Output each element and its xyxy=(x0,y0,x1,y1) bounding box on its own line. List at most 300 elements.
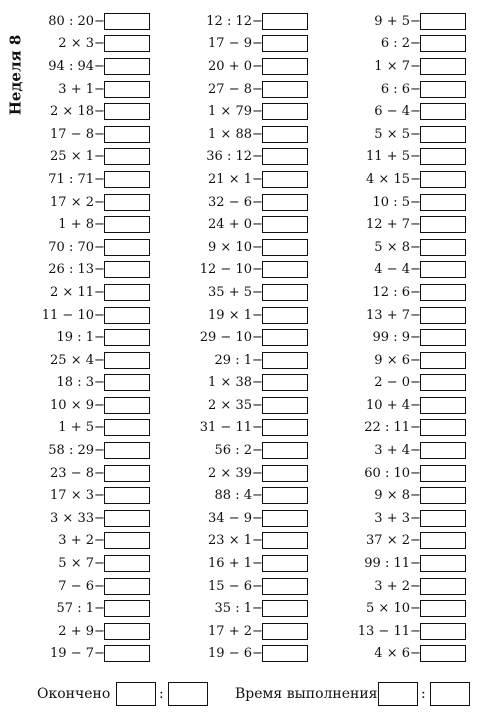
answer-box[interactable] xyxy=(104,374,150,391)
answer-box[interactable] xyxy=(104,600,150,617)
problem-row xyxy=(28,168,150,191)
answer-box[interactable] xyxy=(262,600,308,617)
answer-box[interactable] xyxy=(262,58,308,75)
problem-expression: 10 : 5 xyxy=(372,194,410,210)
problem-row xyxy=(186,530,308,553)
answer-box[interactable] xyxy=(104,126,150,143)
problem-row xyxy=(186,372,308,395)
problem-row xyxy=(28,462,150,485)
answer-box[interactable] xyxy=(420,510,466,527)
problem-dash: − xyxy=(94,262,105,278)
problem-row xyxy=(344,33,466,56)
problem-row xyxy=(186,259,308,282)
problem-row xyxy=(28,552,150,575)
answer-box[interactable] xyxy=(262,645,308,662)
problem-expression: 2 × 11 xyxy=(50,284,94,300)
problem-dash: − xyxy=(94,601,105,617)
answer-box[interactable] xyxy=(104,239,150,256)
problem-dash: − xyxy=(410,262,421,278)
problem-row xyxy=(28,33,150,56)
answer-box[interactable] xyxy=(262,216,308,233)
problem-row xyxy=(28,484,150,507)
answer-box[interactable] xyxy=(262,352,308,369)
problem-dash: − xyxy=(252,623,263,639)
answer-box[interactable] xyxy=(420,239,466,256)
problem-dash: − xyxy=(94,420,105,436)
problem-expression: 13 − 11 xyxy=(357,623,410,639)
problem-row xyxy=(28,575,150,598)
problem-expression: 16 + 1 xyxy=(208,556,252,572)
problem-dash: − xyxy=(410,443,421,459)
problem-expression: 4 × 15 xyxy=(366,171,410,187)
finished-hours-box[interactable] xyxy=(116,682,156,706)
problem-dash: − xyxy=(94,81,105,97)
problem-dash: − xyxy=(410,36,421,52)
problem-row xyxy=(344,372,466,395)
problem-expression: 17 × 2 xyxy=(50,194,94,210)
problem-row xyxy=(186,281,308,304)
answer-box[interactable] xyxy=(262,510,308,527)
problem-dash: − xyxy=(94,307,105,323)
problem-dash: − xyxy=(94,36,105,52)
answer-box[interactable] xyxy=(420,307,466,324)
answer-box[interactable] xyxy=(420,284,466,301)
answer-box[interactable] xyxy=(104,465,150,482)
problem-expression: 3 + 3 xyxy=(374,510,410,526)
problem-expression: 4 × 6 xyxy=(374,646,410,662)
problem-row xyxy=(186,100,308,123)
answer-box[interactable] xyxy=(262,329,308,346)
time-colon: : xyxy=(421,686,426,702)
answer-box[interactable] xyxy=(420,126,466,143)
problem-column-1 xyxy=(28,10,150,665)
problem-dash: − xyxy=(410,646,421,662)
problem-dash: − xyxy=(410,58,421,74)
problem-expression: 80 : 20 xyxy=(48,13,94,29)
problem-dash: − xyxy=(94,104,105,120)
answer-box[interactable] xyxy=(104,35,150,52)
problem-row xyxy=(344,462,466,485)
problem-expression: 35 + 5 xyxy=(208,284,252,300)
answer-box[interactable] xyxy=(104,555,150,572)
problem-dash: − xyxy=(410,13,421,29)
problem-expression: 57 : 1 xyxy=(56,601,94,617)
problem-row xyxy=(28,620,150,643)
problem-dash: − xyxy=(94,443,105,459)
answer-box[interactable] xyxy=(262,307,308,324)
problem-expression: 11 + 5 xyxy=(366,149,410,165)
problem-row xyxy=(28,372,150,395)
answer-box[interactable] xyxy=(262,397,308,414)
answer-box[interactable] xyxy=(104,216,150,233)
answer-box[interactable] xyxy=(104,532,150,549)
problem-row xyxy=(186,394,308,417)
problem-row xyxy=(186,236,308,259)
problem-dash: − xyxy=(252,58,263,74)
problem-expression: 56 : 2 xyxy=(214,443,252,459)
problem-row xyxy=(186,620,308,643)
problem-row xyxy=(186,213,308,236)
problem-expression: 71 : 71 xyxy=(48,171,94,187)
answer-box[interactable] xyxy=(104,261,150,278)
problem-expression: 22 : 11 xyxy=(364,420,410,436)
answer-box[interactable] xyxy=(104,510,150,527)
problem-row xyxy=(186,191,308,214)
answer-box[interactable] xyxy=(262,148,308,165)
problem-row xyxy=(186,439,308,462)
problem-column-3 xyxy=(344,10,466,665)
problem-dash: − xyxy=(94,646,105,662)
answer-box[interactable] xyxy=(420,13,466,30)
problem-row xyxy=(186,484,308,507)
problem-dash: − xyxy=(410,533,421,549)
problem-row xyxy=(344,236,466,259)
problem-row xyxy=(28,530,150,553)
answer-box[interactable] xyxy=(262,374,308,391)
problem-dash: − xyxy=(94,556,105,572)
problem-expression: 5 × 7 xyxy=(58,556,94,572)
problem-dash: − xyxy=(410,81,421,97)
answer-box[interactable] xyxy=(420,442,466,459)
answer-box[interactable] xyxy=(420,103,466,120)
answer-box[interactable] xyxy=(262,555,308,572)
problem-dash: − xyxy=(410,420,421,436)
answer-box[interactable] xyxy=(420,645,466,662)
problem-expression: 21 × 1 xyxy=(208,171,252,187)
problem-expression: 25 × 4 xyxy=(50,352,94,368)
answer-box[interactable] xyxy=(420,171,466,188)
problem-expression: 34 − 9 xyxy=(208,510,252,526)
problem-row xyxy=(186,349,308,372)
answer-box[interactable] xyxy=(262,81,308,98)
answer-box[interactable] xyxy=(104,487,150,504)
answer-box[interactable] xyxy=(104,578,150,595)
problem-dash: − xyxy=(410,149,421,165)
problem-row xyxy=(28,191,150,214)
problem-dash: − xyxy=(252,239,263,255)
answer-box[interactable] xyxy=(104,307,150,324)
problem-expression: 12 + 7 xyxy=(366,217,410,233)
problem-expression: 99 : 11 xyxy=(364,556,410,572)
answer-box[interactable] xyxy=(262,578,308,595)
problem-row xyxy=(28,146,150,169)
problem-dash: − xyxy=(410,510,421,526)
answer-box[interactable] xyxy=(420,487,466,504)
problem-row xyxy=(28,326,150,349)
problem-row xyxy=(344,281,466,304)
problem-expression: 19 − 6 xyxy=(208,646,252,662)
problem-dash: − xyxy=(252,171,263,187)
problem-dash: − xyxy=(94,239,105,255)
answer-box[interactable] xyxy=(262,35,308,52)
problem-expression: 7 − 6 xyxy=(58,578,94,594)
answer-box[interactable] xyxy=(262,465,308,482)
problem-row xyxy=(186,417,308,440)
problem-dash: − xyxy=(94,194,105,210)
problem-row xyxy=(186,304,308,327)
problem-dash: − xyxy=(252,488,263,504)
answer-box[interactable] xyxy=(104,148,150,165)
problem-row xyxy=(344,55,466,78)
problem-row xyxy=(344,417,466,440)
problem-expression: 12 − 10 xyxy=(199,262,252,278)
answer-box[interactable] xyxy=(104,103,150,120)
answer-box[interactable] xyxy=(262,13,308,30)
problem-expression: 20 + 0 xyxy=(208,58,252,74)
problem-expression: 6 : 6 xyxy=(380,81,410,97)
answer-box[interactable] xyxy=(262,487,308,504)
problem-row xyxy=(344,123,466,146)
problem-expression: 2 × 3 xyxy=(58,36,94,52)
answer-box[interactable] xyxy=(262,284,308,301)
problem-dash: − xyxy=(410,465,421,481)
problem-row xyxy=(344,394,466,417)
problem-dash: − xyxy=(94,126,105,142)
problem-expression: 17 + 2 xyxy=(208,623,252,639)
problem-dash: − xyxy=(410,217,421,233)
problem-dash: − xyxy=(252,510,263,526)
problem-expression: 9 + 5 xyxy=(374,13,410,29)
problem-expression: 5 × 8 xyxy=(374,239,410,255)
answer-box[interactable] xyxy=(420,58,466,75)
problem-expression: 17 − 8 xyxy=(50,126,94,142)
problem-row xyxy=(28,417,150,440)
problem-dash: − xyxy=(410,578,421,594)
problem-row xyxy=(186,462,308,485)
problem-expression: 2 × 35 xyxy=(208,397,252,413)
problem-dash: − xyxy=(252,556,263,572)
problem-dash: − xyxy=(410,330,421,346)
answer-box[interactable] xyxy=(262,419,308,436)
answer-box[interactable] xyxy=(262,239,308,256)
problem-row xyxy=(344,326,466,349)
answer-box[interactable] xyxy=(420,555,466,572)
problem-expression: 12 : 12 xyxy=(206,13,252,29)
problem-row xyxy=(344,597,466,620)
answer-box[interactable] xyxy=(104,194,150,211)
problem-expression: 9 × 6 xyxy=(374,352,410,368)
answer-box[interactable] xyxy=(420,261,466,278)
problem-dash: − xyxy=(252,13,263,29)
answer-box[interactable] xyxy=(262,532,308,549)
problem-dash: − xyxy=(94,58,105,74)
answer-box[interactable] xyxy=(420,81,466,98)
problem-expression: 5 × 10 xyxy=(366,601,410,617)
problem-expression: 32 − 6 xyxy=(208,194,252,210)
footer xyxy=(0,682,481,708)
problem-dash: − xyxy=(94,284,105,300)
problem-expression: 1 × 88 xyxy=(208,126,252,142)
problem-row xyxy=(344,484,466,507)
problem-expression: 1 × 7 xyxy=(374,58,410,74)
answer-box[interactable] xyxy=(420,397,466,414)
problem-expression: 99 : 9 xyxy=(372,330,410,346)
time-hours-box[interactable] xyxy=(378,682,418,706)
answer-box[interactable] xyxy=(420,623,466,640)
problem-dash: − xyxy=(410,397,421,413)
problem-expression: 3 + 4 xyxy=(374,443,410,459)
answer-box[interactable] xyxy=(262,171,308,188)
problem-expression: 2 + 9 xyxy=(58,623,94,639)
problem-expression: 35 : 1 xyxy=(214,601,252,617)
problem-dash: − xyxy=(252,81,263,97)
problem-expression: 1 × 79 xyxy=(208,104,252,120)
answer-box[interactable] xyxy=(104,13,150,30)
problem-dash: − xyxy=(252,601,263,617)
answer-box[interactable] xyxy=(420,419,466,436)
problem-expression: 6 − 4 xyxy=(374,104,410,120)
problem-expression: 2 − 0 xyxy=(374,375,410,391)
problem-row xyxy=(186,123,308,146)
answer-box[interactable] xyxy=(420,35,466,52)
problem-dash: − xyxy=(410,104,421,120)
problem-row xyxy=(28,123,150,146)
finished-minutes-box[interactable] xyxy=(168,682,208,706)
answer-box[interactable] xyxy=(420,194,466,211)
answer-box[interactable] xyxy=(262,623,308,640)
problem-row xyxy=(28,349,150,372)
answer-box[interactable] xyxy=(420,374,466,391)
problem-row xyxy=(28,643,150,666)
answer-box[interactable] xyxy=(104,419,150,436)
problem-row xyxy=(186,146,308,169)
problem-row xyxy=(344,643,466,666)
answer-box[interactable] xyxy=(420,532,466,549)
problem-expression: 1 + 8 xyxy=(58,217,94,233)
problem-row xyxy=(344,530,466,553)
problem-row xyxy=(28,55,150,78)
problem-expression: 17 × 3 xyxy=(50,488,94,504)
problem-row xyxy=(344,575,466,598)
problem-expression: 2 × 39 xyxy=(208,465,252,481)
answer-box[interactable] xyxy=(420,216,466,233)
answer-box[interactable] xyxy=(420,600,466,617)
problem-dash: − xyxy=(410,375,421,391)
problem-dash: − xyxy=(252,126,263,142)
answer-box[interactable] xyxy=(104,284,150,301)
answer-box[interactable] xyxy=(420,148,466,165)
answer-box[interactable] xyxy=(420,329,466,346)
problem-dash: − xyxy=(410,284,421,300)
problem-row xyxy=(186,597,308,620)
problem-dash: − xyxy=(252,36,263,52)
problem-dash: − xyxy=(410,623,421,639)
problem-row xyxy=(28,507,150,530)
problem-row xyxy=(186,643,308,666)
problem-dash: − xyxy=(252,217,263,233)
answer-box[interactable] xyxy=(420,352,466,369)
problem-dash: − xyxy=(94,397,105,413)
problem-row xyxy=(28,259,150,282)
problem-expression: 19 × 1 xyxy=(208,307,252,323)
problem-dash: − xyxy=(252,307,263,323)
problem-dash: − xyxy=(410,307,421,323)
problem-row xyxy=(28,439,150,462)
problem-row xyxy=(28,213,150,236)
problem-dash: − xyxy=(252,646,263,662)
problem-dash: − xyxy=(94,578,105,594)
problem-expression: 17 − 9 xyxy=(208,36,252,52)
problem-expression: 70 : 70 xyxy=(48,239,94,255)
problem-row xyxy=(344,10,466,33)
answer-box[interactable] xyxy=(262,194,308,211)
problem-expression: 3 + 2 xyxy=(58,533,94,549)
problem-dash: − xyxy=(252,104,263,120)
time-minutes-box[interactable] xyxy=(430,682,470,706)
problem-row xyxy=(344,191,466,214)
answer-box[interactable] xyxy=(104,442,150,459)
problem-dash: − xyxy=(252,262,263,278)
problem-dash: − xyxy=(252,465,263,481)
problem-row xyxy=(186,575,308,598)
problem-dash: − xyxy=(410,126,421,142)
problem-row xyxy=(186,33,308,56)
problem-row xyxy=(344,439,466,462)
problem-row xyxy=(186,507,308,530)
problem-expression: 6 : 2 xyxy=(380,36,410,52)
answer-box[interactable] xyxy=(262,103,308,120)
answer-box[interactable] xyxy=(104,352,150,369)
problem-expression: 3 + 1 xyxy=(58,81,94,97)
problem-dash: − xyxy=(94,465,105,481)
problem-dash: − xyxy=(94,533,105,549)
problem-expression: 13 + 7 xyxy=(366,307,410,323)
problem-row xyxy=(344,620,466,643)
problem-row xyxy=(344,146,466,169)
problem-expression: 36 : 12 xyxy=(206,149,252,165)
problem-expression: 31 − 11 xyxy=(199,420,252,436)
problem-expression: 2 × 18 xyxy=(50,104,94,120)
problem-expression: 18 : 3 xyxy=(56,375,94,391)
problem-expression: 3 × 33 xyxy=(50,510,94,526)
problem-dash: − xyxy=(94,375,105,391)
problem-dash: − xyxy=(252,330,263,346)
problem-row xyxy=(186,10,308,33)
problem-dash: − xyxy=(94,171,105,187)
time-label: Время выполнения xyxy=(235,686,378,702)
problem-row xyxy=(344,552,466,575)
problem-expression: 25 × 1 xyxy=(50,149,94,165)
problem-dash: − xyxy=(252,194,263,210)
problem-expression: 10 × 9 xyxy=(50,397,94,413)
problem-row xyxy=(344,78,466,101)
answer-box[interactable] xyxy=(262,126,308,143)
answer-box[interactable] xyxy=(104,171,150,188)
problem-row xyxy=(28,78,150,101)
answer-box[interactable] xyxy=(104,645,150,662)
answer-box[interactable] xyxy=(420,465,466,482)
problem-row xyxy=(28,394,150,417)
answer-box[interactable] xyxy=(104,329,150,346)
problem-row xyxy=(344,259,466,282)
problem-dash: − xyxy=(252,397,263,413)
problem-row xyxy=(344,507,466,530)
answer-box[interactable] xyxy=(104,81,150,98)
problem-dash: − xyxy=(252,149,263,165)
answer-box[interactable] xyxy=(104,58,150,75)
problem-row xyxy=(344,349,466,372)
problem-expression: 37 × 2 xyxy=(366,533,410,549)
week-label xyxy=(2,30,28,120)
answer-box[interactable] xyxy=(104,397,150,414)
problem-expression: 23 − 8 xyxy=(50,465,94,481)
answer-box[interactable] xyxy=(262,442,308,459)
answer-box[interactable] xyxy=(104,623,150,640)
answer-box[interactable] xyxy=(420,578,466,595)
answer-box[interactable] xyxy=(262,261,308,278)
problem-expression: 60 : 10 xyxy=(364,465,410,481)
problem-dash: − xyxy=(252,443,263,459)
